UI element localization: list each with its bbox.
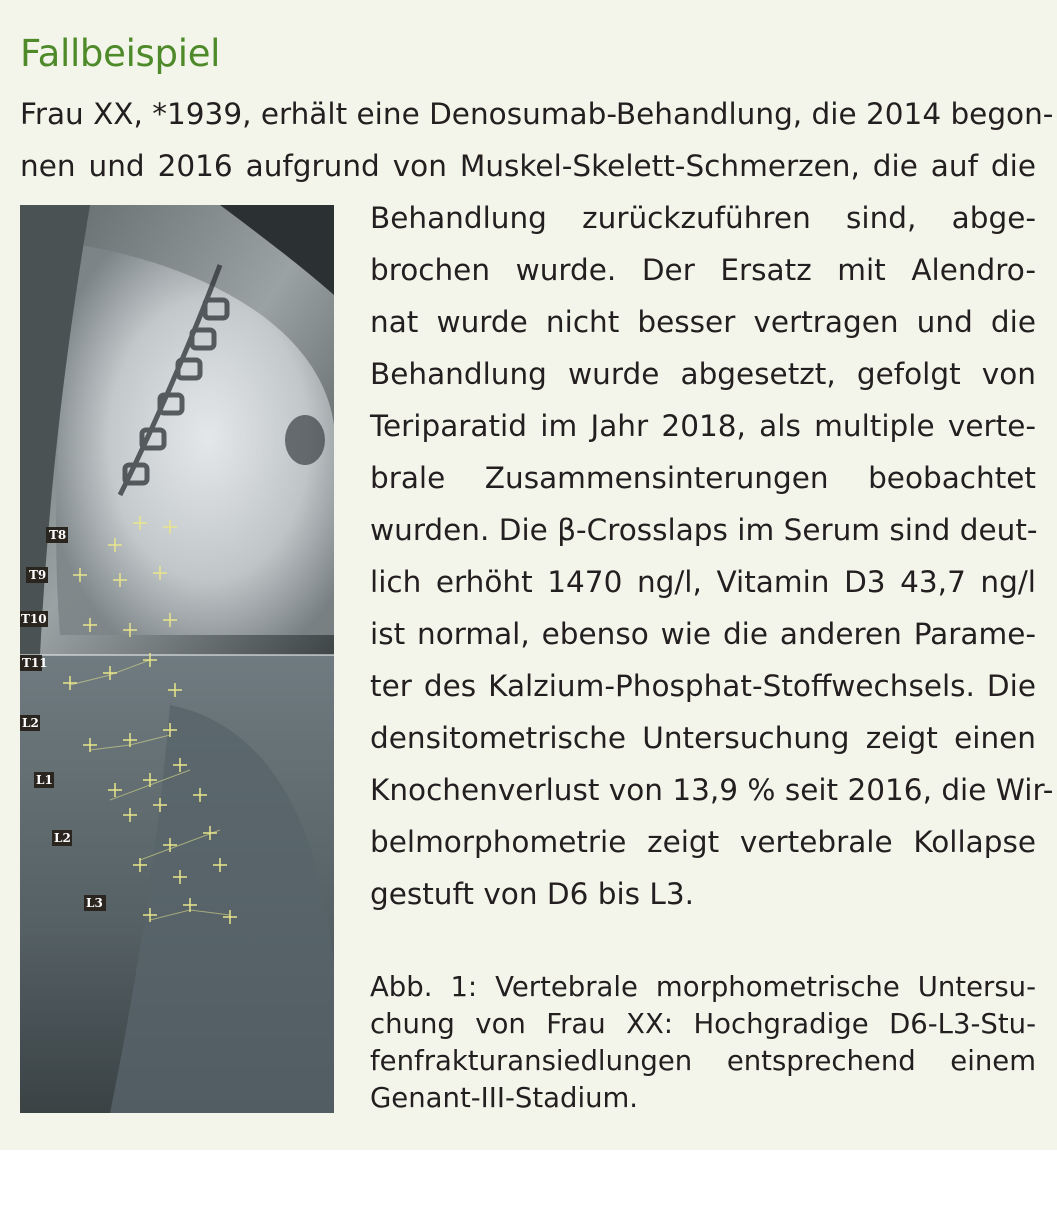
svg-text:T9: T9 <box>29 568 47 582</box>
body-line-12: Knochenverlust von 13,9 % seit 2016, die Wir- <box>370 773 1054 807</box>
vertebra-label-t8 <box>46 527 68 543</box>
svg-text:T8: T8 <box>49 528 67 542</box>
body-line-8: lich erhöht 1470 ng/l, Vitamin D3 43,7 ng/l <box>370 565 1036 599</box>
vertebra-label-t11 <box>20 655 48 671</box>
svg-text:L1: L1 <box>36 773 53 787</box>
body-line-10: ter des Kalzium-Phosphat-Stoffwechsels. Die <box>370 669 1036 703</box>
vertebra-label-l1 <box>34 772 54 788</box>
intro-line-2: nen und 2016 aufgrund von Muskel-Skelett-Schmerzen, die auf die <box>20 149 1036 183</box>
body-line-4: Behandlung wurde abgesetzt, gefolgt von <box>370 357 1036 391</box>
caption-line-2: chung von Frau XX: Hochgradige D6-L3-Stu- <box>370 1008 1036 1040</box>
svg-text:L3: L3 <box>86 896 103 910</box>
vertebra-label-l3 <box>84 895 106 911</box>
body-line-14: gestuft von D6 bis L3. <box>370 877 695 911</box>
svg-text:L2: L2 <box>54 831 71 845</box>
svg-text:L2: L2 <box>22 716 39 730</box>
svg-text:T11: T11 <box>22 656 48 670</box>
svg-text:T10: T10 <box>21 612 47 626</box>
vertebra-label-l2 <box>52 830 72 846</box>
intro-line-1: Frau XX, *1939, erhält eine Denosumab-Behandlung, die 2014 begon- <box>20 97 1054 131</box>
vertebra-label-l2-upper <box>20 715 40 731</box>
caption-line-1: Abb. 1: Vertebrale morphometrische Untersu- <box>370 971 1036 1003</box>
vertebra-label-t9 <box>26 567 48 583</box>
body-line-5: Teriparatid im Jahr 2018, als multiple verte- <box>370 409 1036 443</box>
body-line-13: belmorphometrie zeigt vertebrale Kollapse <box>370 825 1036 859</box>
body-line-11: densitometrische Untersuchung zeigt einen <box>370 721 1036 755</box>
caption-line-4: Genant-III-Stadium. <box>370 1082 639 1114</box>
body-line-7: wurden. Die β-Crosslaps im Serum sind deut- <box>370 513 1038 547</box>
body-line-6: brale Zusammensinterungen beobachtet <box>370 461 1036 495</box>
spine-xray-figure <box>20 205 334 1113</box>
section-heading: Fallbeispiel <box>20 32 221 75</box>
body-line-3: nat wurde nicht besser vertragen und die <box>370 305 1036 339</box>
body-line-1: Behandlung zurückzuführen sind, abge- <box>370 201 1036 235</box>
caption-line-3: fenfrakturansiedlungen entsprechend einem <box>370 1045 1036 1077</box>
body-line-2: brochen wurde. Der Ersatz mit Alendro- <box>370 253 1036 287</box>
body-line-9: ist normal, ebenso wie die anderen Parame- <box>370 617 1036 651</box>
vertebra-label-t10 <box>20 611 48 627</box>
